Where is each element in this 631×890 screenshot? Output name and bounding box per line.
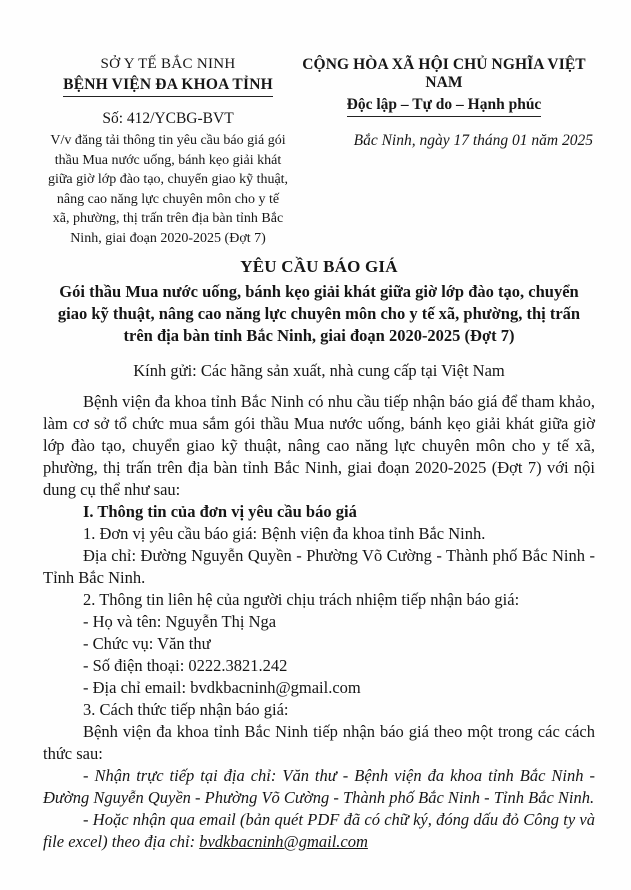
- organization-name: [43, 76, 293, 97]
- method-direct: - Nhận trực tiếp tại địa chỉ: Văn thư - Bệnh viện đa khoa tỉnh Bắc Ninh - Đường Nguyễn Quyền - Phường Võ Cường - Thành phố Bắc Ninh - Tỉnh Bắc Ninh.: [43, 766, 595, 807]
- email-link[interactable]: bvdkbacninh@gmail.com: [199, 832, 368, 851]
- document-number: Số: 412/YCBG-BVT: [102, 110, 234, 127]
- contact-position: - Chức vụ: Văn thư: [83, 634, 211, 653]
- method-intro: Bệnh viện đa khoa tỉnh Bắc Ninh tiếp nhận báo giá theo một trong các cách thức sau:: [43, 722, 595, 763]
- contact-name: - Họ và tên: Nguyễn Thị Nga: [83, 612, 277, 631]
- header-right-column: [293, 56, 595, 248]
- issuing-department: SỞ Y TẾ BẮC NINH: [100, 56, 236, 72]
- salutation: Kính gửi: Các hãng sản xuất, nhà cung cấp tại Việt Nam: [133, 361, 505, 380]
- header-left-column: [43, 56, 293, 248]
- method-email: [43, 809, 595, 853]
- contact-heading: 2. Thông tin liên hệ của người chịu trách nhiệm tiếp nhận báo giá:: [83, 590, 520, 609]
- national-motto-text: Độc lập – Tự do – Hạnh phúc: [347, 96, 542, 117]
- document-header: [43, 56, 595, 248]
- section-1-heading: I. Thông tin của đơn vị yêu cầu báo giá: [83, 502, 357, 521]
- contact-email: - Địa chỉ email: bvdkbacninh@gmail.com: [83, 678, 361, 697]
- national-title: CỘNG HÒA XÃ HỘI CHỦ NGHĨA VIỆT NAM: [302, 56, 586, 91]
- national-motto: [293, 96, 595, 117]
- document-subject: V/v đăng tải thông tin yêu cầu báo giá gói thầu Mua nước uống, bánh kẹo giải khát giữa giờ lớp đào tạo, chuyển giao kỹ thuật, nâng cao năng lực chuyên môn cho y tế xã, phường, thị trấn trên địa bàn tỉnh Bắc Ninh, giai đoạn 2020-2025 (Đợt 7): [47, 133, 289, 246]
- organization-name-text: BỆNH VIỆN ĐA KHOA TỈNH: [63, 76, 273, 97]
- package-title: Gói thầu Mua nước uống, bánh kẹo giải khát giữa giờ lớp đào tạo, chuyển giao kỹ thuật, nâng cao năng lực chuyên môn cho y tế xã, phường, thị trấn trên địa bàn tỉnh Bắc Ninh, giai đoạn 2020-2025 (Đợt 7): [57, 282, 581, 345]
- document-title: YÊU CẦU BÁO GIÁ: [240, 257, 398, 276]
- intro-paragraph: Bệnh viện đa khoa tỉnh Bắc Ninh có nhu cầu tiếp nhận báo giá để tham khảo, làm cơ sở tổ chức mua sắm gói thầu Mua nước uống, bánh kẹo giải khát giữa giờ lớp đào tạo, chuyển giao kỹ thuật, nâng cao năng lực chuyên môn cho y tế xã, phường, thị trấn trên địa bàn tỉnh Bắc Ninh, giai đoạn 2020-2025 (Đợt 7) với nội dung cụ thể như sau:: [43, 392, 595, 499]
- contact-phone: - Số điện thoại: 0222.3821.242: [83, 656, 288, 675]
- method-email-text: - Hoặc nhận qua email (bản quét PDF đã có chữ ký, đóng dấu đỏ Công ty và file excel) theo địa chỉ:: [43, 810, 595, 851]
- unit-line: 1. Đơn vị yêu cầu báo giá: Bệnh viện đa khoa tỉnh Bắc Ninh.: [83, 524, 486, 543]
- date-line: Bắc Ninh, ngày 17 tháng 01 năm 2025: [353, 132, 593, 149]
- address-line: Địa chỉ: Đường Nguyễn Quyền - Phường Võ Cường - Thành phố Bắc Ninh - Tỉnh Bắc Ninh.: [43, 546, 595, 587]
- method-heading: 3. Cách thức tiếp nhận báo giá:: [83, 700, 289, 719]
